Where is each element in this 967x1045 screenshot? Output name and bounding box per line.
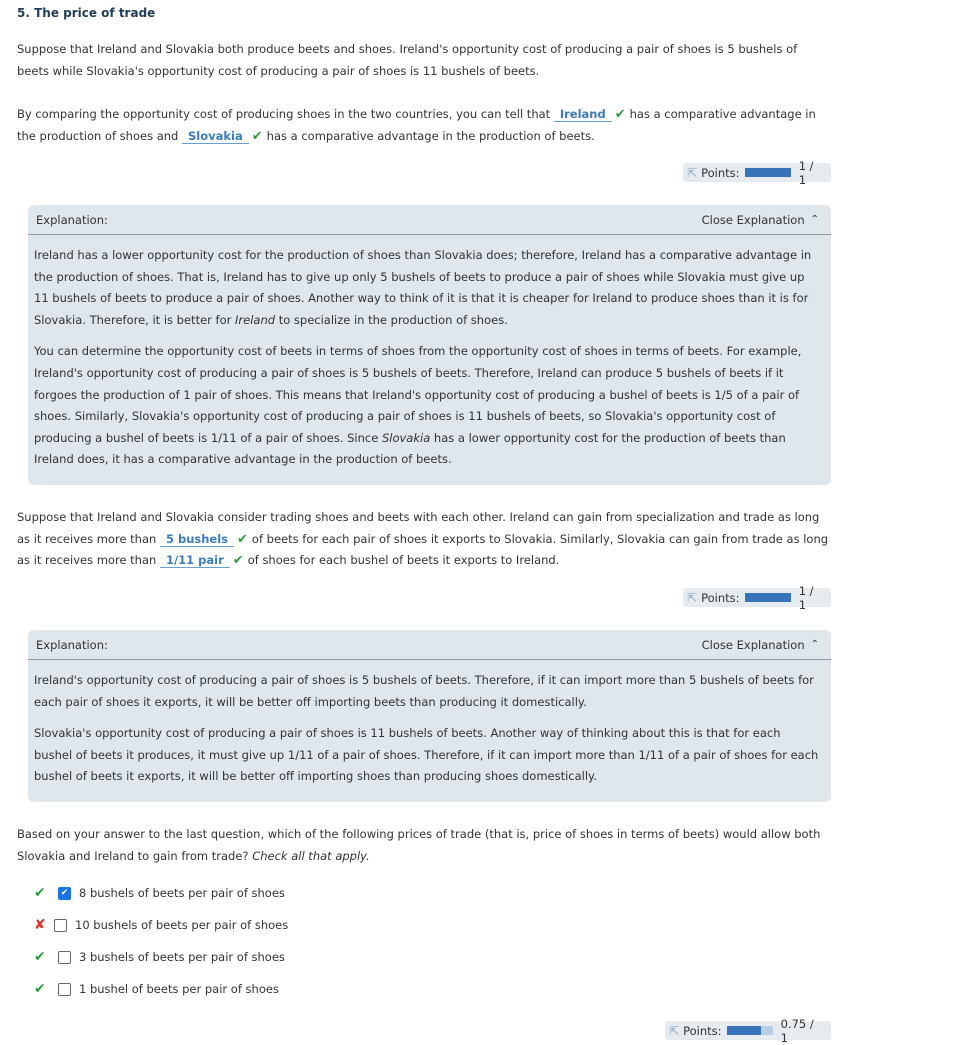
question-title: 5. The price of trade [17, 6, 156, 20]
checkmark-icon: ✔ [34, 885, 46, 901]
chevron-up-icon: ⌃ [810, 639, 819, 650]
explanation-paragraph: Slovakia's opportunity cost of producing a pair of shoes is 11 bushels of beets. Another way of thinking about this is that for each bushel of beets it produces, it must give up 1/11 of a pair of shoes. Therefore, if it can import more than 1/11 of a pair of shoes for each bushel of beets it exports, it will be better off importing shoes than producing shoes domestically. [34, 726, 819, 784]
checkmark-icon: ✔ [251, 128, 263, 144]
answer-blank-slovakia[interactable]: Slovakia [182, 129, 249, 144]
flag-arrow-icon: ⇱ [669, 1023, 680, 1038]
points-indicator: ⇱ Points: 0.75 / 1 [665, 1021, 831, 1040]
answer-blank-bushels[interactable]: 5 bushels [160, 532, 234, 547]
option-checkbox[interactable] [54, 919, 67, 932]
close-explanation-button[interactable]: Close Explanation ⌃ [701, 212, 819, 227]
option-checkbox[interactable] [58, 983, 71, 996]
checkmark-icon: ✔ [232, 553, 244, 568]
checkmark-icon: ✔ [34, 981, 46, 997]
chevron-up-icon: ⌃ [810, 214, 819, 225]
part3-paragraph: Based on your answer to the last question, which of the following prices of trade (that is, price of shoes in terms of beets) would allow both Slovakia and Ireland to gain from trade? Check all that apply. [17, 827, 821, 863]
explanation-paragraph: Ireland has a lower opportunity cost for the production of shoes than Slovakia does; therefore, Ireland has a comparative advantage in the production of shoes. That is, Ireland has to give up only 5 bushels of beets to produce a pair of shoes while Slovakia must give up 11 bushels of beets to produce a pair of shoes. Another way to think of it is that it is cheaper for Ireland to produce shoes than it is for Slovakia. Therefore, it is better for Ireland to specialize in the production of shoes. [34, 248, 812, 327]
answer-blank-pair[interactable]: 1/11 pair [160, 553, 230, 568]
checkmark-icon: ✔ [34, 949, 46, 965]
checkmark-icon: ✔ [614, 107, 626, 122]
x-icon: ✘ [34, 917, 46, 933]
close-explanation-button[interactable]: Close Explanation ⌃ [701, 637, 819, 652]
explanation-body [28, 235, 831, 487]
option-row: ✔ 1 bushel of beets per pair of shoes [34, 981, 279, 997]
explanation-paragraph: You can determine the opportunity cost of beets in terms of shoes from the opportunity cost of shoes in terms of beets. For example, Ireland's opportunity cost of producing a pair of shoes is 5 bushels of beets. Therefore, Ireland can produce 5 bushels of beets if it forgoes the production of 1 pair of shoes. This means that Ireland's opportunity cost of producing a bushel of beets is 1/5 of a pair of shoes. Similarly, Slovakia's opportunity cost of producing a pair of shoes is 11 bushels of beets, so Slovakia's opportunity cost of producing a bushel of beets is 1/11 of a pair of shoes. Since Slovakia has a lower opportunity cost for the production of beets than Ireland does, it has a comparative advantage in the production of beets. [34, 344, 802, 467]
option-row: ✔ ✔ 8 bushels of beets per pair of shoes [34, 885, 285, 901]
checkmark-icon: ✔ [237, 531, 248, 547]
option-checkbox[interactable] [58, 951, 71, 964]
points-indicator: ⇱ Points: 1 / 1 [683, 588, 831, 607]
intro-paragraph: Suppose that Ireland and Slovakia both produce beets and shoes. Ireland's opportunity cost of producing a pair of shoes is 5 bushels of beets while Slovakia's opportunity cost of producing a pair of shoes is 11 bushels of beets. [17, 42, 798, 78]
flag-arrow-icon: ⇱ [687, 590, 698, 605]
explanation-panel [28, 630, 831, 802]
part2-paragraph: Suppose that Ireland and Slovakia consider trading shoes and beets with each other. Ireland can gain from specialization and trade as long as it receives more than 5 bushels ✔ of beets for each pair of shoes it exports to Slovakia. Similarly, Slovakia can gain from trade as long as it receives more than 1/11 pair ✔ of shoes for each bushel of beets it exports to Ireland. [17, 510, 829, 568]
flag-arrow-icon: ⇱ [687, 165, 698, 180]
explanation-header: Explanation: Close Explanation ⌃ [28, 205, 831, 235]
points-progress-bar [745, 168, 790, 177]
explanation-paragraph: Ireland's opportunity cost of producing a pair of shoes is 5 bushels of beets. Therefore, if it can import more than 5 bushels of beets for each pair of shoes it exports, it will be better off importing beets than producing it domestically. [34, 673, 814, 709]
explanation-body [28, 660, 831, 804]
explanation-header: Explanation: Close Explanation ⌃ [28, 630, 831, 660]
option-row: ✘ 10 bushels of beets per pair of shoes [34, 917, 289, 933]
points-indicator: ⇱ Points: 1 / 1 [683, 163, 831, 182]
explanation-panel [28, 205, 831, 485]
points-progress-bar [727, 1026, 772, 1035]
points-progress-bar [745, 593, 790, 602]
part1-paragraph: By comparing the opportunity cost of producing shoes in the two countries, you can tell that Ireland ✔ has a comparative advantage in the production of shoes and Slovakia ✔ has a comparative advantage in the production of beets. [17, 107, 816, 144]
option-row: ✔ 3 bushels of beets per pair of shoes [34, 949, 285, 965]
answer-blank-ireland[interactable]: Ireland [554, 107, 612, 122]
option-checkbox[interactable]: ✔ [58, 887, 71, 900]
